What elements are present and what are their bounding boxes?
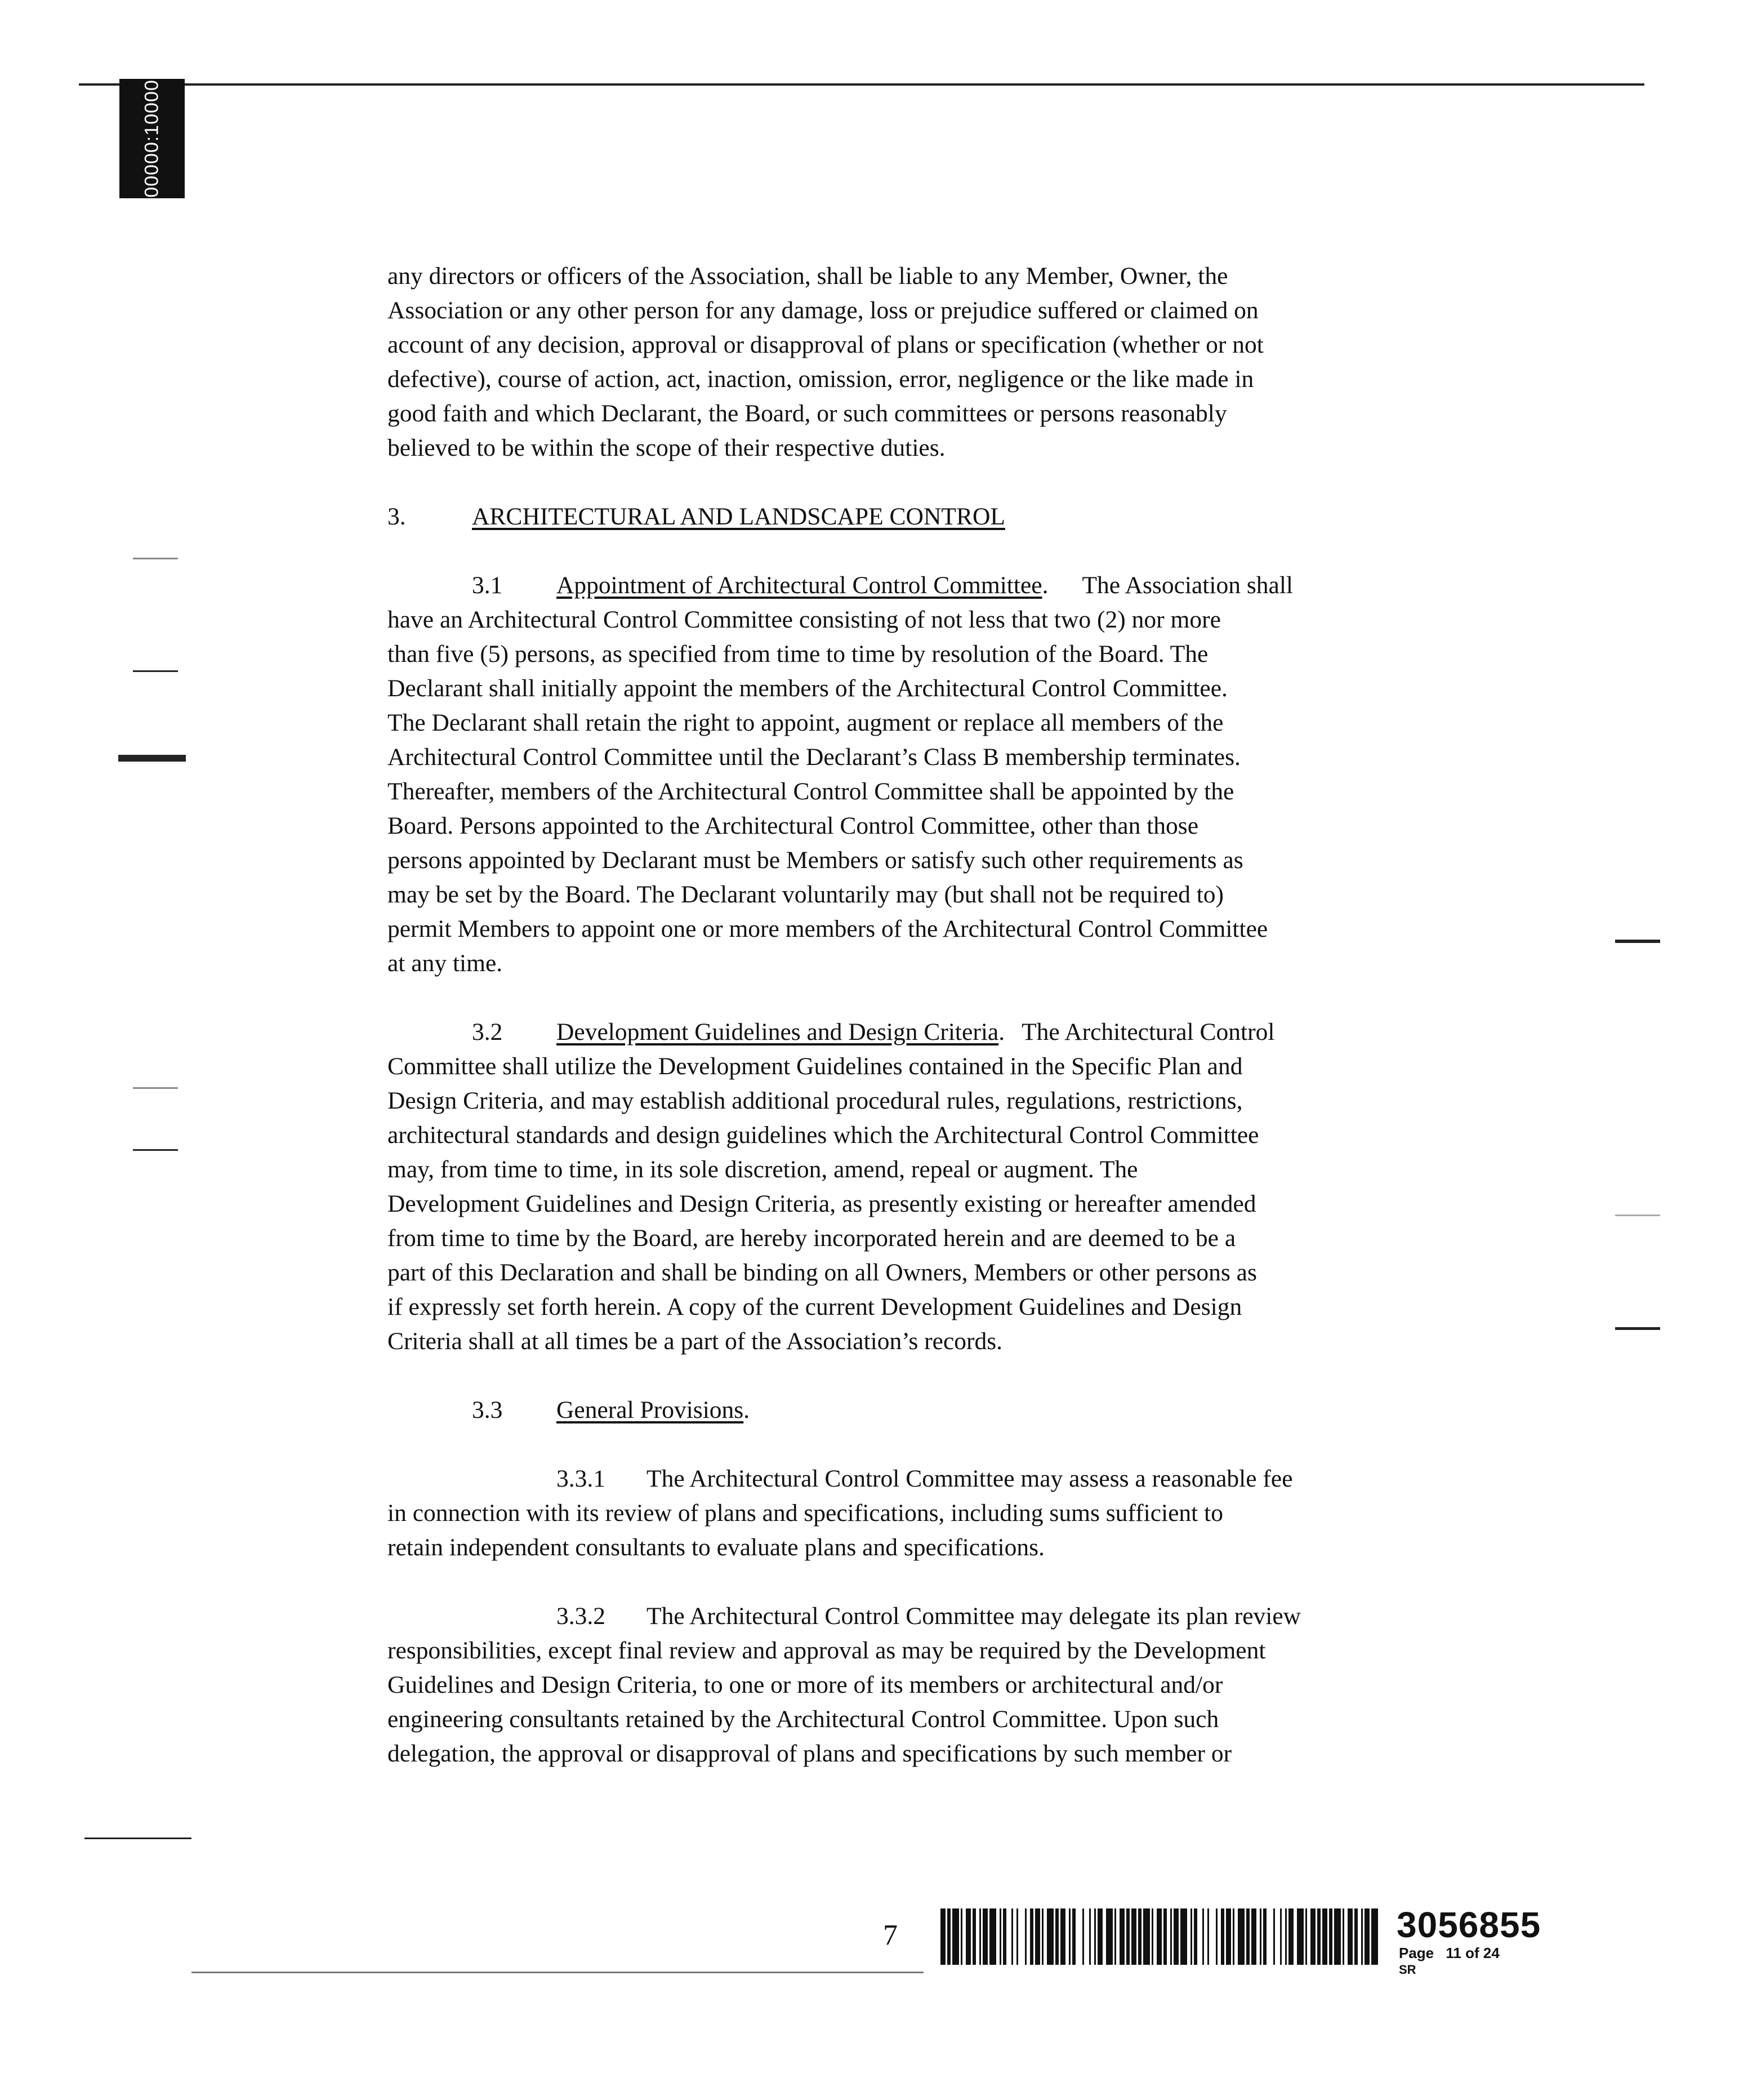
barcode-bar [1226, 1908, 1231, 1965]
text-line: have an Architectural Control Committee consisting of not less that two (2) nor more [387, 606, 1221, 633]
barcode-bar [973, 1908, 976, 1965]
barcode-bar [961, 1908, 962, 1965]
text-line: Thereafter, members of the Architectural Control Committee shall be appointed by the [387, 778, 1234, 805]
barcode-bar [1273, 1908, 1275, 1965]
text-line: account of any decision, approval or disapproval of plans or specification (whether or not [387, 331, 1264, 358]
barcode-bar [1042, 1908, 1044, 1965]
text-line: Association or any other person for any damage, loss or prejudice suffered or claimed on [387, 297, 1259, 324]
barcode-bar [1016, 1908, 1018, 1965]
barcode-bar [1343, 1908, 1344, 1965]
text-line: The Declarant shall retain the right to appoint, augment or replace all members of the [387, 709, 1224, 736]
text-line: Board. Persons appointed to the Architectural Control Committee, other than those [387, 812, 1199, 839]
sr-mark: SR [1399, 1963, 1416, 1977]
barcode-bar [1152, 1908, 1153, 1965]
barcode-bar [1371, 1908, 1378, 1965]
text-line: believed to be within the scope of their respective duties. [387, 434, 946, 461]
subsection-number: 3.2 [472, 1018, 503, 1045]
barcode-bar [1163, 1908, 1167, 1965]
subsection-number: 3.3.1 [556, 1465, 605, 1492]
page-total: 24 [1483, 1945, 1500, 1961]
subsection-heading: Appointment of Architectural Control Committee [556, 572, 1042, 599]
text-line: The Architectural Control Committee may delegate its plan review [646, 1603, 1301, 1630]
text-line: architectural standards and design guidelines which the Architectural Control Committee [387, 1122, 1259, 1149]
bottom-scan-line [191, 1972, 924, 1973]
margin-mark [1615, 1214, 1660, 1216]
barcode-bar [1297, 1908, 1304, 1965]
barcode-bar [1233, 1908, 1234, 1965]
section-3-3-2 [387, 1599, 1435, 1771]
barcode-bar [1143, 1908, 1150, 1965]
section-3-2 [387, 1015, 1435, 1359]
barcode-bar [1348, 1908, 1353, 1965]
subsection-number: 3.1 [472, 572, 503, 599]
barcode-bar [1055, 1908, 1059, 1965]
barcode-bar [1157, 1908, 1162, 1965]
barcode-bar [1069, 1908, 1071, 1965]
barcode-bar [966, 1908, 971, 1965]
section-number: 3. [387, 503, 406, 530]
barcode-bar [1329, 1908, 1332, 1965]
barcode-bar [940, 1908, 946, 1965]
barcode-bar [989, 1908, 996, 1965]
text-line: Committee shall utilize the Development Guidelines contained in the Specific Plan and [387, 1053, 1243, 1080]
text-line: responsibilities, except final review and approval as may be required by the Development [387, 1637, 1266, 1664]
barcode-bar [1288, 1908, 1294, 1965]
text-line: retain independent consultants to evaluate plans and specifications. [387, 1534, 1045, 1561]
barcode-bar [1260, 1908, 1261, 1965]
barcode-bar [1322, 1908, 1327, 1965]
barcode-bar [1082, 1908, 1084, 1965]
barcode-bar [1365, 1908, 1370, 1965]
barcode-bar [1094, 1908, 1096, 1965]
text-line: in connection with its review of plans and specifications, including sums sufficient to [387, 1500, 1223, 1527]
section-3-3-1 [387, 1462, 1435, 1565]
margin-mark [133, 1149, 178, 1151]
filing-stamp [119, 79, 185, 198]
barcode-bar [1120, 1908, 1125, 1965]
text-line: than five (5) persons, as specified from time to time by resolution of the Board. The [387, 640, 1209, 668]
barcode-bar [947, 1908, 951, 1965]
intro-paragraph [387, 259, 1435, 465]
barcode-bar [1354, 1908, 1358, 1965]
barcode-bar [1035, 1908, 1040, 1965]
barcode-bar [1263, 1908, 1267, 1965]
text-line: may be set by the Board. The Declarant voluntarily may (but shall not be required to) [387, 881, 1224, 908]
page-of-word: of [1465, 1945, 1479, 1961]
section-3-3 [387, 1393, 1435, 1427]
barcode-bar [1310, 1908, 1316, 1965]
barcode-bar [1202, 1908, 1204, 1965]
text-line: defective), course of action, act, inaction, omission, error, negligence or the like made in [387, 366, 1254, 393]
barcode-bar [1000, 1908, 1001, 1965]
text-line: any directors or officers of the Association, shall be liable to any Member, Owner, the [387, 262, 1228, 290]
text-line: good faith and which Declarant, the Board, or such committees or persons reasonably [387, 400, 1227, 427]
margin-mark [1615, 940, 1660, 943]
barcode-bar [1131, 1908, 1136, 1965]
barcode-bar [1334, 1908, 1341, 1965]
page-number: 7 [883, 1919, 898, 1951]
barcode-bar [1030, 1908, 1033, 1965]
text-line: Guidelines and Design Criteria, to one or more of its members or architectural and/or [387, 1671, 1223, 1698]
heading-period: . [743, 1396, 750, 1423]
subsection-heading: General Provisions [556, 1396, 744, 1423]
text-line: Design Criteria, and may establish additional procedural rules, regulations, restrictions, [387, 1087, 1243, 1114]
barcode-bar [1003, 1908, 1006, 1965]
margin-mark [133, 558, 178, 559]
text-line: Architectural Control Committee until the Declarant’s Class B membership terminates. [387, 744, 1241, 771]
heading-period: . [1042, 572, 1049, 599]
barcode-bar [1216, 1908, 1218, 1965]
barcode-bar [1194, 1908, 1197, 1965]
margin-mark [118, 755, 186, 762]
section-title: ARCHITECTURAL AND LANDSCAPE CONTROL [472, 503, 1005, 530]
barcode-bar [1098, 1908, 1103, 1965]
document-number: 3056855 [1397, 1905, 1541, 1945]
subsection-heading: Development Guidelines and Design Criteria [556, 1018, 999, 1045]
document-body [387, 259, 1435, 1805]
barcode-bar [1251, 1908, 1256, 1965]
barcode-bar [952, 1908, 959, 1965]
barcode-bar [1174, 1908, 1179, 1965]
text-line: Declarant shall initially appoint the members of the Architectural Control Committee. [387, 675, 1228, 702]
barcode-bar [1138, 1908, 1142, 1965]
barcode-bar [1106, 1908, 1113, 1965]
barcode-bar [1025, 1908, 1027, 1965]
text-line: The Association shall [1082, 572, 1293, 599]
barcode-bar [1221, 1908, 1224, 1965]
margin-mark [1615, 1327, 1660, 1330]
text-line: persons appointed by Declarant must be Members or satisfy such other requirements as [387, 847, 1243, 874]
barcode-bar [983, 1908, 988, 1965]
section-3-heading [387, 500, 1435, 534]
text-line: Development Guidelines and Design Criteria, as presently existing or hereafter amended [387, 1190, 1256, 1217]
text-line: if expressly set forth herein. A copy of the current Development Guidelines and Design [387, 1293, 1242, 1320]
barcode-bar [1170, 1908, 1172, 1965]
margin-mark [84, 1838, 191, 1839]
barcode-bar [1285, 1908, 1287, 1965]
subsection-number: 3.3.2 [556, 1603, 605, 1630]
barcode-bar [979, 1908, 981, 1965]
page-indicator [1399, 1945, 1500, 1962]
text-line: permit Members to appoint one or more members of the Architectural Control Committee [387, 915, 1268, 942]
barcode-bar [1011, 1908, 1013, 1965]
barcode-bar [1114, 1908, 1116, 1965]
barcode-bar [1280, 1908, 1282, 1965]
barcode-bar [1180, 1908, 1187, 1965]
barcode-bar [1190, 1908, 1192, 1965]
barcode-bar [1317, 1908, 1321, 1965]
page-label: Page [1399, 1945, 1434, 1961]
barcode-bar [1238, 1908, 1245, 1965]
barcode-bar [1060, 1908, 1065, 1965]
stamp-text: 00000:10000 [141, 79, 163, 198]
margin-mark [133, 670, 178, 672]
barcode-bar [1305, 1908, 1307, 1965]
barcode-bar [1207, 1908, 1209, 1965]
barcode-bar [1361, 1908, 1363, 1965]
subsection-number: 3.3 [472, 1396, 503, 1423]
barcode-bar [1246, 1908, 1250, 1965]
text-line: may, from time to time, in its sole discretion, amend, repeal or augment. The [387, 1156, 1138, 1183]
top-scan-line [79, 83, 1644, 86]
text-line: at any time. [387, 950, 503, 977]
recording-barcode [940, 1908, 1380, 1965]
text-line: The Architectural Control Committee may assess a reasonable fee [646, 1465, 1293, 1492]
section-3-1 [387, 568, 1435, 981]
barcode-bar [1126, 1908, 1130, 1965]
barcode-bar [1047, 1908, 1054, 1965]
margin-mark [133, 1087, 178, 1089]
heading-period: . [998, 1018, 1005, 1045]
text-line: from time to time by the Board, are hereby incorporated herein and are deemed to be a [387, 1225, 1236, 1252]
barcode-bar [1072, 1908, 1076, 1965]
text-line: Criteria shall at all times be a part of the Association’s records. [387, 1328, 1003, 1355]
text-line: The Architectural Control [1022, 1018, 1275, 1045]
text-line: delegation, the approval or disapproval of plans and specifications by such member or [387, 1740, 1232, 1767]
text-line: part of this Declaration and shall be binding on all Owners, Members or other persons as [387, 1259, 1257, 1286]
text-line: engineering consultants retained by the Architectural Control Committee. Upon such [387, 1706, 1219, 1733]
barcode-bar [1089, 1908, 1091, 1965]
page-current: 11 [1446, 1945, 1461, 1961]
